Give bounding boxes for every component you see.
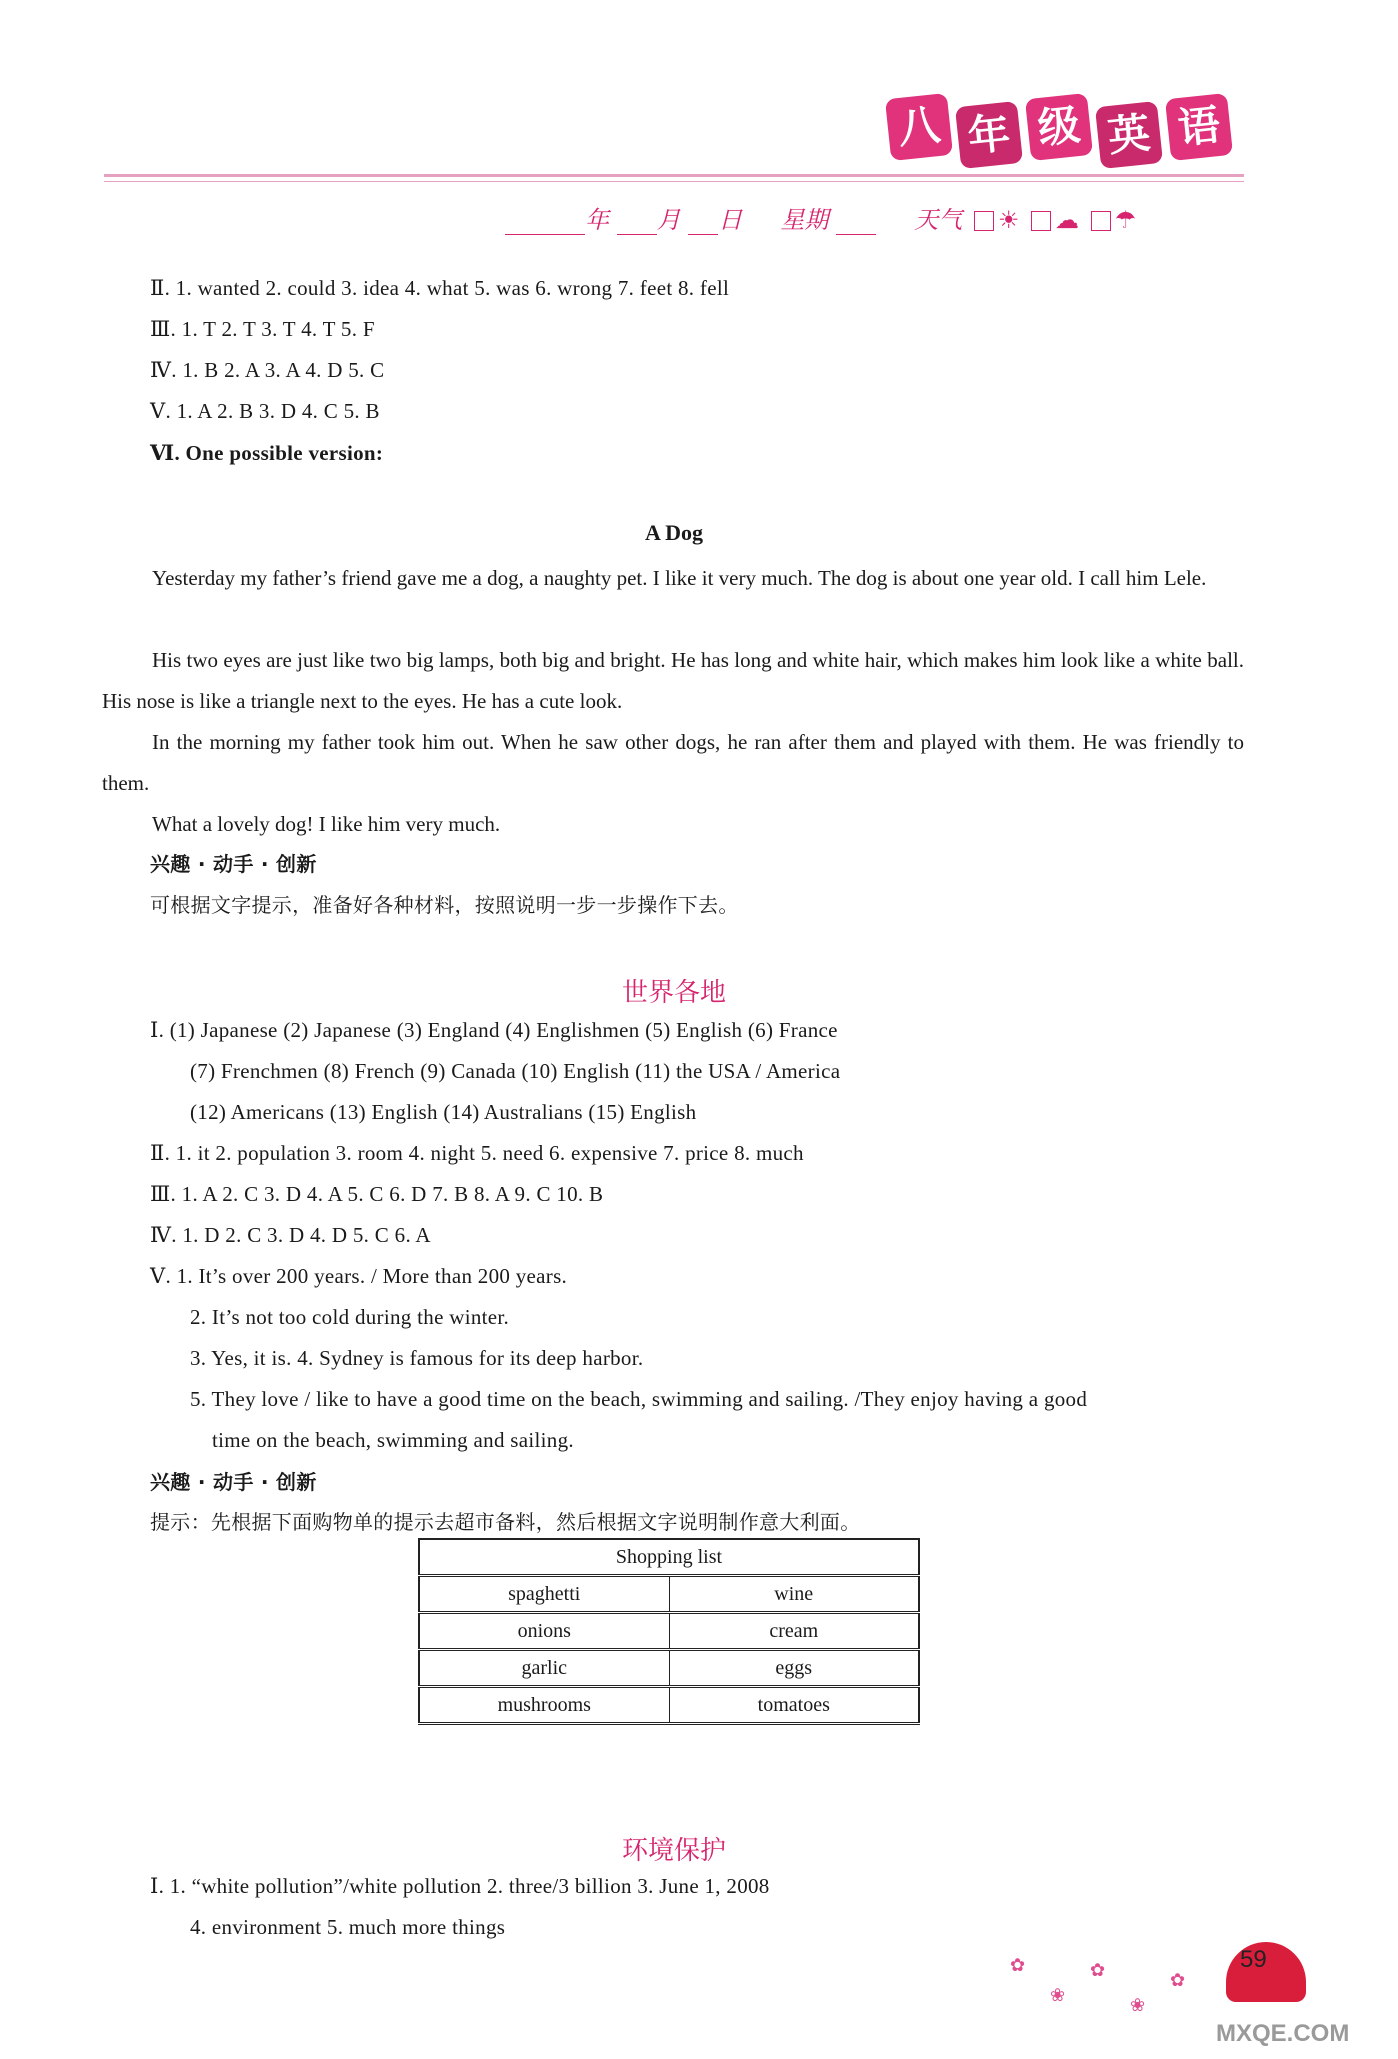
answer-line: Ⅱ. 1. it 2. population 3. room 4. night 5. need 6. expensive 7. price 8. much (150, 1141, 804, 1165)
answer-line: 4. environment 5. much more things (190, 1915, 506, 1939)
interest-text: 可根据文字提示，准备好各种材料，按照说明一步一步操作下去。 (150, 893, 739, 917)
cloud-icon: ☁ (1055, 206, 1080, 234)
rain-icon: ☂ (1114, 206, 1137, 234)
table-cell: mushrooms (419, 1687, 669, 1724)
table-cell: spaghetti (419, 1576, 669, 1613)
section-title: 环境保护 (621, 1836, 726, 1866)
essay-paragraph: His two eyes are just like two big lamps, both big and bright. He has long and white hair, which makes him look like a white ball. His nose is like a triangle next to the eyes. He has a cute look. (102, 648, 1244, 713)
table-row (419, 1613, 919, 1650)
table-row (419, 1650, 919, 1687)
watermark: MXQE.COM (1216, 2020, 1350, 2047)
header-rule (104, 174, 1244, 177)
essay-paragraph: Yesterday my father’s friend gave me a dog, a naughty pet. I like it very much. The dog is about one year old. I call him Lele. (152, 566, 1207, 590)
answer-line: 5. They love / like to have a good time on the beach, swimming and sailing. /They enjoy having a good (190, 1387, 1088, 1411)
answer-line: Ⅰ. (1) Japanese (2) Japanese (3) England (4) Englishmen (5) English (6) France (150, 1018, 838, 1042)
shopping-list-table (418, 1538, 920, 1725)
banner-char: 英 (1095, 101, 1163, 169)
banner-char: 年 (955, 101, 1023, 169)
essay-paragraph: What a lovely dog! I like him very much. (152, 812, 501, 836)
interest-text: 提示：先根据下面购物单的提示去超市备料，然后根据文字说明制作意大利面。 (150, 1510, 861, 1534)
answer-line: 3. Yes, it is. 4. Sydney is famous for its deep harbor. (190, 1346, 644, 1370)
section-title: 世界各地 (621, 978, 726, 1008)
table-cell: wine (669, 1576, 919, 1613)
table-cell: tomatoes (669, 1687, 919, 1724)
header-rule (104, 181, 1244, 182)
weather-label: 天气 (914, 206, 963, 234)
table-cell: onions (419, 1613, 669, 1650)
weather-sunny-box (974, 211, 994, 231)
answer-line: Ⅰ. 1. “white pollution”/white pollution 2. three/3 billion 3. June 1, 2008 (150, 1874, 770, 1898)
answer-line: (7) Frenchmen (8) French (9) Canada (10) English (11) the USA / America (190, 1059, 841, 1083)
date-fields (505, 200, 1136, 235)
month-label: 月 (656, 206, 681, 234)
weather-cloudy-box (1031, 211, 1051, 231)
flower-icon: ✿ (1010, 1955, 1026, 1975)
answer-line: Ⅳ. 1. B 2. A 3. A 4. D 5. C (150, 358, 385, 382)
interest-heading: 兴趣 · 动手 · 创新 (150, 852, 317, 876)
answer-line: Ⅲ. 1. T 2. T 3. T 4. T 5. F (150, 317, 375, 341)
flower-icon: ❀ (1130, 1995, 1146, 2015)
answer-line: Ⅴ. 1. A 2. B 3. D 4. C 5. B (150, 399, 380, 423)
banner-char: 语 (1165, 93, 1233, 161)
banner-char: 级 (1025, 93, 1093, 161)
table-header-row (419, 1539, 919, 1576)
weather-rain-box (1091, 211, 1111, 231)
sun-icon: ☀ (997, 206, 1020, 234)
essay-paragraph: In the morning my father took him out. When he saw other dogs, he ran after them and played with them. He was friendly to them. (102, 730, 1244, 795)
day-label: 日 (718, 206, 743, 234)
year-label: 年 (585, 206, 609, 234)
answer-line: 2. It’s not too cold during the winter. (190, 1305, 510, 1329)
table-cell: cream (669, 1613, 919, 1650)
weekday-label: 星期 (780, 206, 829, 234)
answer-line: Ⅳ. 1. D 2. C 3. D 4. D 5. C 6. A (150, 1223, 431, 1247)
flower-icon: ✿ (1170, 1970, 1186, 1990)
banner-char: 八 (885, 93, 953, 161)
essay-title: A Dog (644, 520, 704, 545)
flower-icon: ❀ (1050, 1985, 1066, 2005)
answer-line: Ⅴ. 1. It’s over 200 years. / More than 200 years. (150, 1264, 568, 1288)
table-cell: garlic (419, 1650, 669, 1687)
vi-label: Ⅵ. One possible version: (150, 441, 384, 465)
interest-heading: 兴趣 · 动手 · 创新 (150, 1470, 317, 1494)
flower-icon: ✿ (1090, 1960, 1106, 1980)
page-number: 59 (1240, 1946, 1267, 1973)
table-cell: eggs (669, 1650, 919, 1687)
answer-line: Ⅱ. 1. wanted 2. could 3. idea 4. what 5. was 6. wrong 7. feet 8. fell (150, 276, 730, 300)
table-row (419, 1687, 919, 1724)
answer-line: time on the beach, swimming and sailing. (212, 1428, 574, 1452)
answer-line: (12) Americans (13) English (14) Australians (15) English (190, 1100, 697, 1124)
table-row (419, 1576, 919, 1613)
answer-line: Ⅲ. 1. A 2. C 3. D 4. A 5. C 6. D 7. B 8. A 9. C 10. B (150, 1182, 604, 1206)
table-title: Shopping list (419, 1539, 919, 1576)
